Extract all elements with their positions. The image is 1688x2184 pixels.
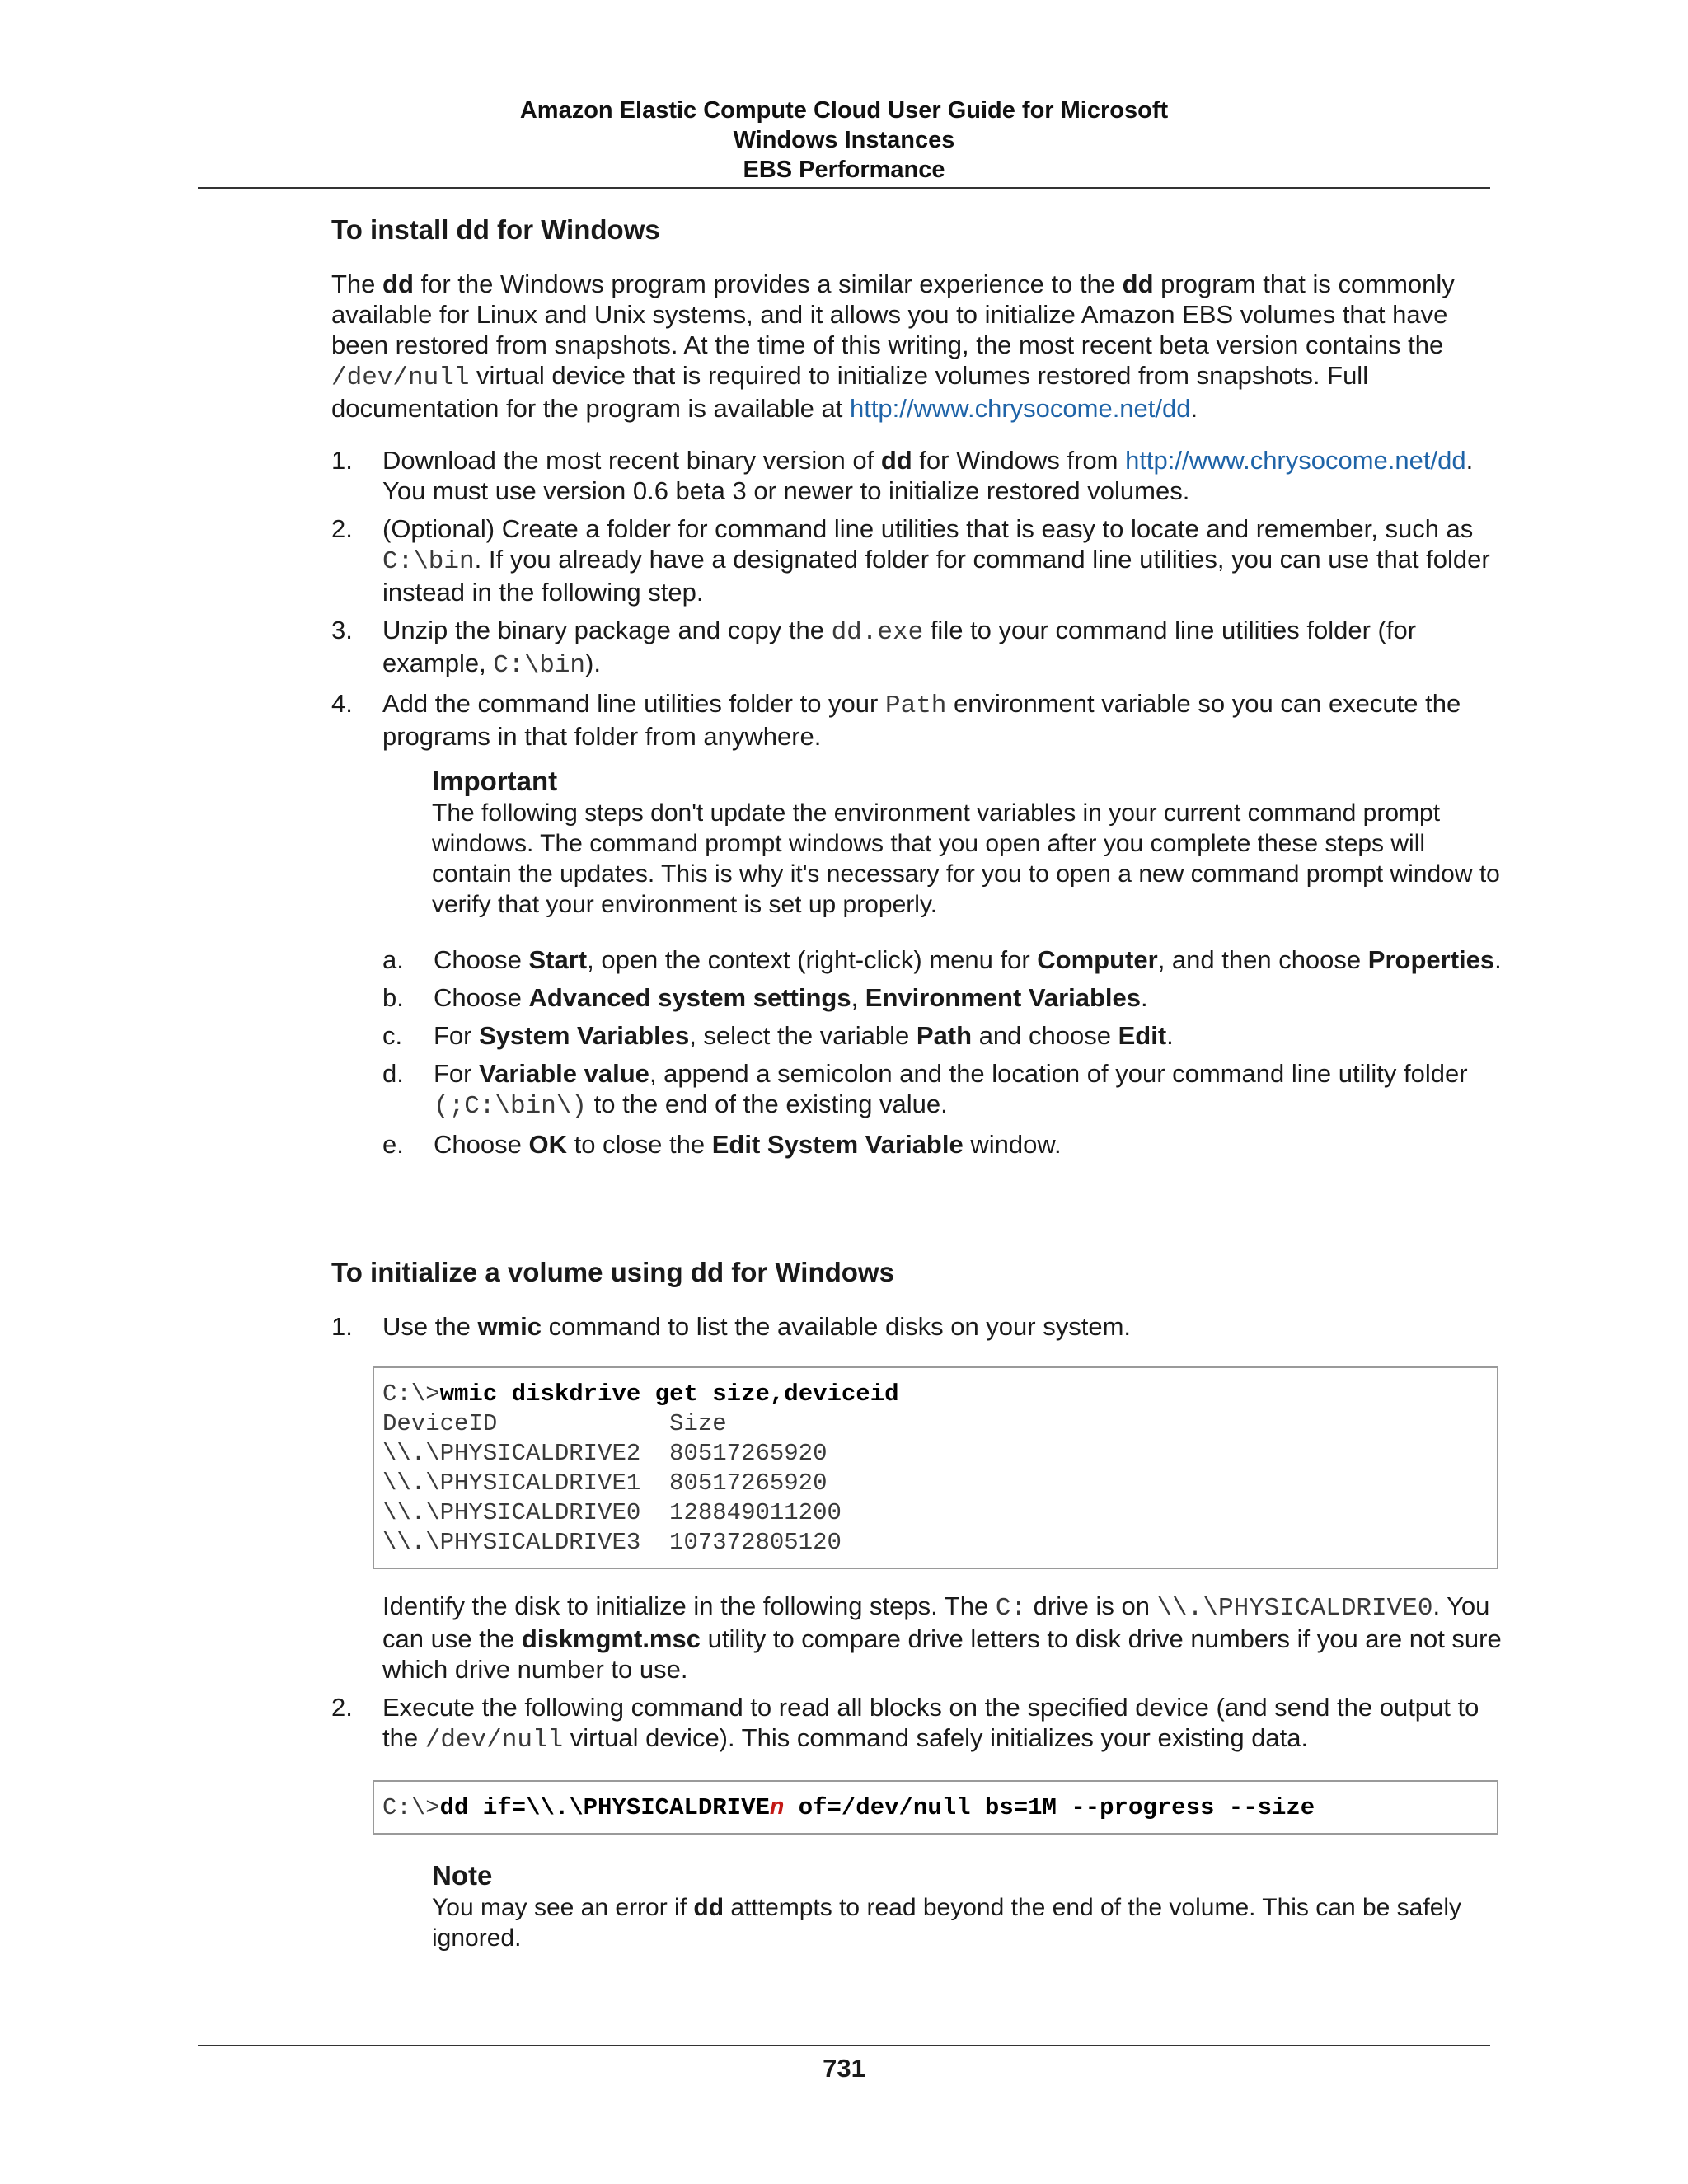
header-line-2: Windows Instances bbox=[733, 127, 955, 153]
inline-code: /dev/null bbox=[331, 363, 470, 392]
page-content bbox=[331, 213, 1502, 1953]
inline-code: Path bbox=[884, 691, 947, 720]
initialize-steps-list bbox=[331, 1311, 1502, 1953]
substep-c: c. For System Variables, select the variable Path and choose Edit. bbox=[382, 1021, 1174, 1050]
inline-code: \\.\PHYSICALDRIVE0 bbox=[1156, 1594, 1433, 1623]
install-step-2: 2. (Optional) Create a folder for command line utilities that is easy to locate and remember, such as C:\bin. If you already have a designated folder for command line utilities, you can use that folder instead in the following step. bbox=[331, 514, 1490, 607]
install-step-4: 4. Add the command line utilities folder to your Path environment variable so you can execute the programs in that folder from anywhere. Important The following steps don't update the environment variables in your current command prompt windows. The command prompt windows that you open after you complete these steps will contain the updates. This is why it's necessary for you to open a new command prompt window to verify that your environment is set up properly. a. Choose Start, open the context (right-click) menu for Computer, and then choose Properties. b. Choose Advanced system settings, Environment Variables. c. For System Variables, select the variable Path and choose Edit. d. For Variable value, append a semicolon and the location of your command line utility folder (;C:\bin\) to the end of the existing value. e. Choose OK to close the Edit System Variable window. bbox=[331, 689, 1502, 1159]
install-step-1: 1. Download the most recent binary version of dd for Windows from http://www.chrysocome.net/dd. You must use version 0.6 beta 3 or newer to initialize restored volumes. bbox=[331, 446, 1474, 505]
page-number: 731 bbox=[823, 2054, 865, 2083]
install-step-3: 3. Unzip the binary package and copy the dd.exe file to your command line utilities folder (for example, C:\bin). bbox=[331, 616, 1417, 680]
substep-a: a. Choose Start, open the context (right-click) menu for Computer, and then choose Properties. bbox=[382, 945, 1502, 974]
wmic-code-block bbox=[373, 1366, 1498, 1569]
inline-code: dd.exe bbox=[831, 618, 924, 647]
important-body: The following steps don't update the environment variables in your current command prompt windows. The command prompt windows that you open after you complete these steps will contain the updates. This is why it's necessary for you to open a new command prompt window to verify that your environment is set up properly. bbox=[432, 799, 1500, 918]
inline-code: /dev/null bbox=[424, 1726, 564, 1755]
chrysocome-download-link[interactable]: http://www.chrysocome.net/dd bbox=[1125, 446, 1466, 475]
footer-rule bbox=[198, 2045, 1490, 2046]
important-callout bbox=[432, 765, 1502, 920]
header-line-3: EBS Performance bbox=[743, 157, 945, 183]
chrysocome-link[interactable]: http://www.chrysocome.net/dd bbox=[849, 394, 1191, 423]
substep-d: d. For Variable value, append a semicolon and the location of your command line utility folder (;C:\bin\) to the end of the existing value. bbox=[382, 1059, 1468, 1121]
note-body: You may see an error if dd atttempts to read beyond the end of the volume. This can be safely ignored. bbox=[432, 1894, 1462, 1952]
install-section-title: To install dd for Windows bbox=[331, 214, 660, 245]
header-line-1: Amazon Elastic Compute Cloud User Guide for Microsoft bbox=[519, 97, 1169, 124]
path-substeps-list bbox=[382, 944, 1502, 1160]
install-steps-list bbox=[331, 445, 1502, 1160]
inline-code: C:\bin bbox=[382, 547, 475, 576]
initialize-section-title: To initialize a volume using dd for Windows bbox=[331, 1257, 894, 1287]
running-header bbox=[198, 96, 1490, 185]
header-rule bbox=[198, 187, 1490, 189]
code-line-row: \\.\PHYSICALDRIVE2 80517265920 bbox=[382, 1440, 828, 1467]
substep-e: e. Choose OK to close the Edit System Variable window. bbox=[382, 1130, 1062, 1159]
initialize-step-2: 2. Execute the following command to read all blocks on the specified device (and send the output to the /dev/null virtual device). This command safely initializes your existing data. C:\>dd if=\\.\PHYSICALDRIVEn of=/dev/null bs=1M --progress --size Note You may see an error if dd atttempts to read beyond the end of the volume. This can be safely ignored. bbox=[331, 1692, 1502, 1953]
initialize-step-1: 1. Use the wmic command to list the available disks on your system. C:\>wmic diskdrive get size,deviceid DeviceID Size \\.\PHYSICALDRIVE2 80517265920 \\.\PHYSICALDRIVE1 80517265920 \\.\PHYSICALDRIVE0 128849011200 \\.\PHYSICALDRIVE3 107372805120 Identify the disk to initialize in the following steps. The C: drive is on \\.\PHYSICALDRIVE0. You can use the diskmgmt.msc utility to compare drive letters to disk drive numbers if you are not sure which drive number to use. bbox=[331, 1312, 1502, 1684]
code-line-header: DeviceID Size bbox=[382, 1410, 727, 1437]
important-title: Important bbox=[432, 766, 558, 796]
code-line-row: \\.\PHYSICALDRIVE0 128849011200 bbox=[382, 1499, 842, 1526]
code-line-command: C:\>dd if=\\.\PHYSICALDRIVEn of=/dev/null bs=1M --progress --size bbox=[382, 1794, 1315, 1821]
install-intro-paragraph: The dd for the Windows program provides a similar experience to the dd program that is commonly available for Linux and Unix systems, and it allows you to initialize Amazon EBS volumes that have been restored from snapshots. At the time of this writing, the most recent beta version contains the /dev/null virtual device that is required to initialize volumes restored from snapshots. Full documentation for the program is available at http://www.chrysocome.net/dd. bbox=[331, 269, 1455, 423]
inline-code: C: bbox=[995, 1594, 1027, 1623]
substep-b: b. Choose Advanced system settings, Environment Variables. bbox=[382, 983, 1148, 1012]
code-line-command: C:\>wmic diskdrive get size,deviceid bbox=[382, 1380, 899, 1408]
identify-disk-paragraph: Identify the disk to initialize in the following steps. The C: drive is on \\.\PHYSICALDRIVE0. You can use the diskmgmt.msc utility to compare drive letters to disk drive numbers if you are not sure which drive number to use. bbox=[382, 1591, 1502, 1684]
inline-code: C:\bin bbox=[493, 651, 586, 680]
note-title: Note bbox=[432, 1860, 493, 1891]
note-callout bbox=[432, 1859, 1502, 1953]
drive-number-variable: n bbox=[769, 1794, 785, 1821]
dd-code-block bbox=[373, 1780, 1498, 1835]
inline-code: (;C:\bin\) bbox=[434, 1092, 588, 1121]
code-line-row: \\.\PHYSICALDRIVE3 107372805120 bbox=[382, 1529, 842, 1556]
code-line-row: \\.\PHYSICALDRIVE1 80517265920 bbox=[382, 1469, 828, 1497]
